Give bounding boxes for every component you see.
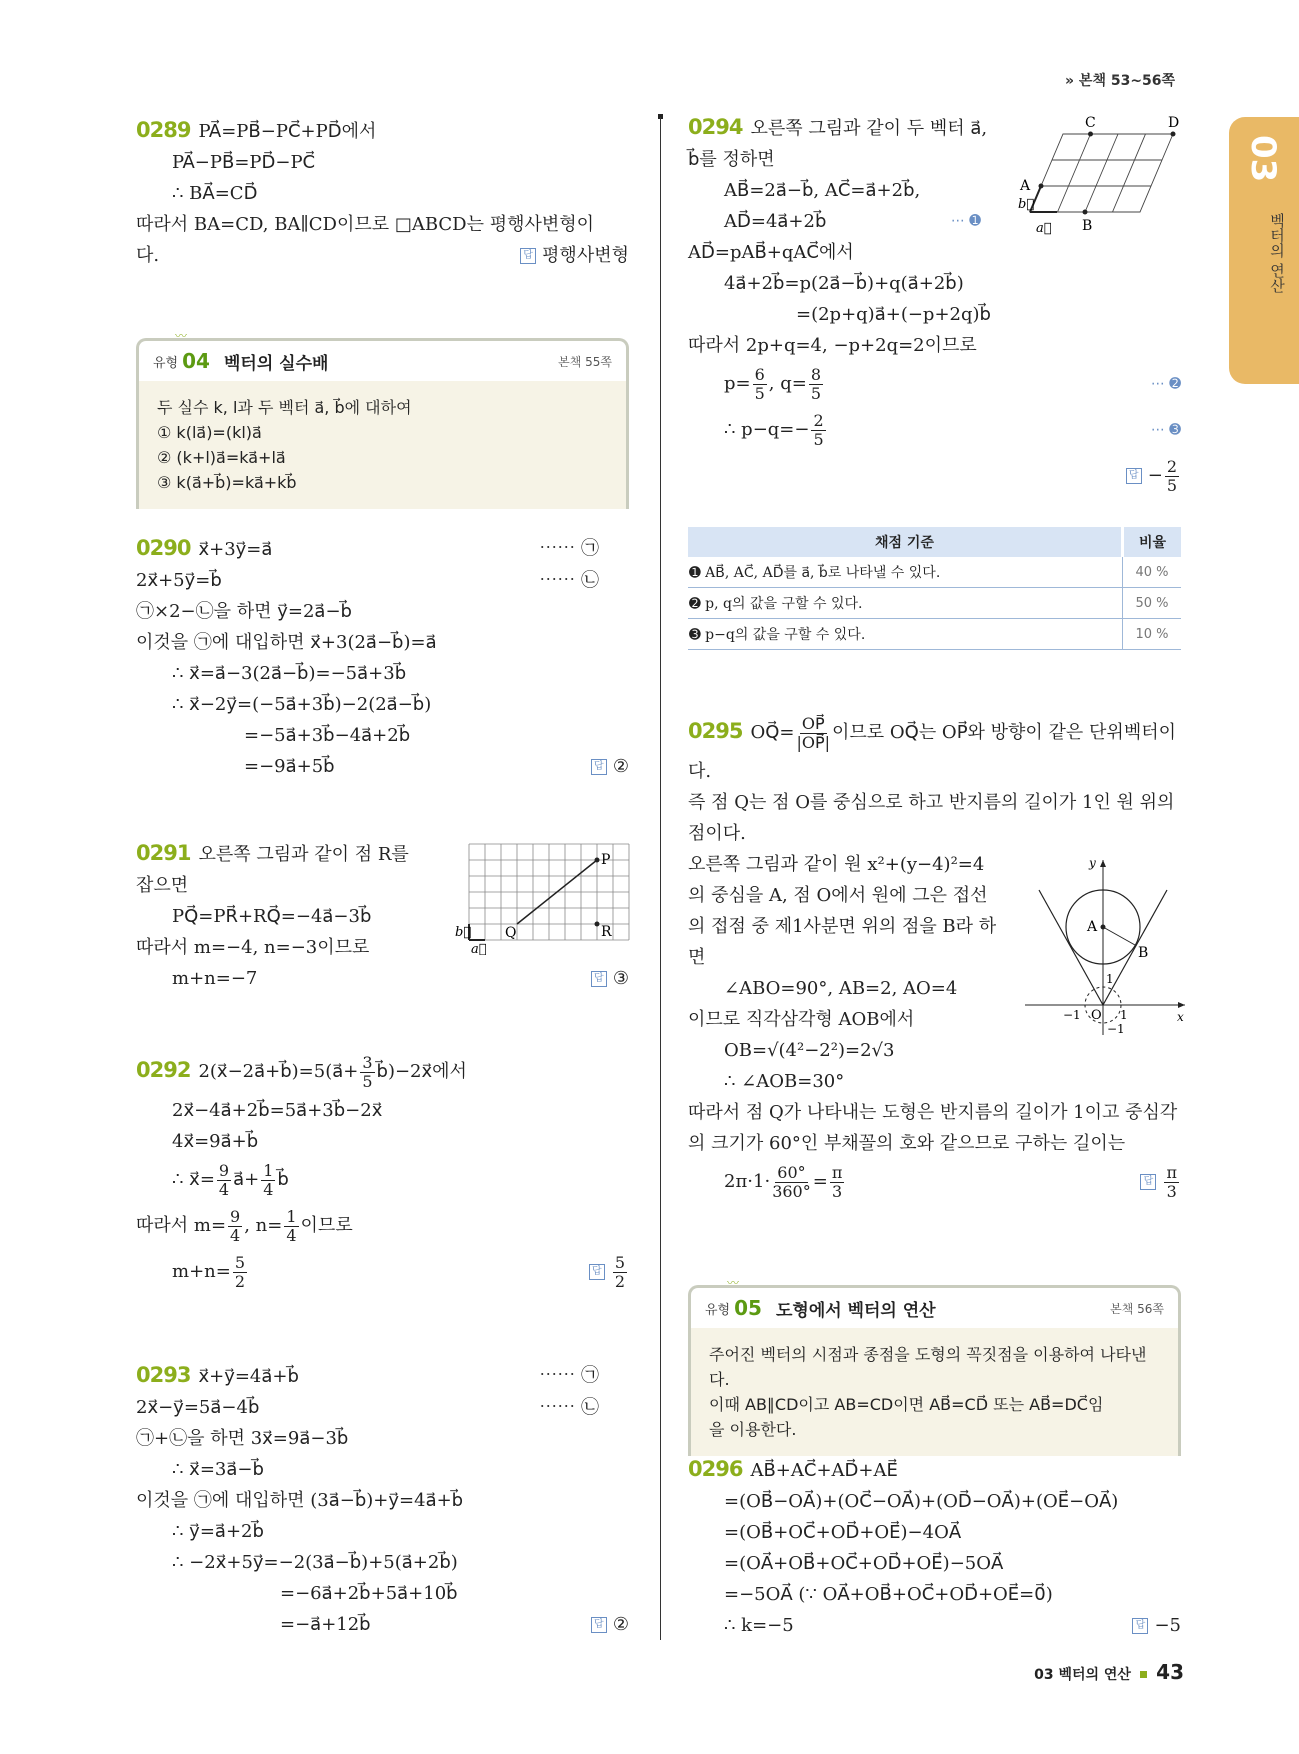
math-text: 이므로 xyxy=(300,1215,353,1236)
solution-line xyxy=(688,268,1181,299)
math-text: ∴ x⃗−2y⃗=(−5a⃗+3b⃗)−2(2a⃗−b⃗) xyxy=(172,694,432,715)
type-page-reference: 본책 55쪽 xyxy=(558,354,612,369)
equation-label: ⋯⋯ ㉡ xyxy=(539,570,599,591)
fraction xyxy=(809,366,823,403)
solution-line xyxy=(688,1517,1181,1548)
problem-number: 0290 xyxy=(136,536,191,560)
solution-line xyxy=(688,1097,1181,1128)
solution-line xyxy=(136,115,629,147)
answer xyxy=(591,1609,629,1640)
rate: 10 % xyxy=(1123,619,1182,650)
tick-minus1-y: −1 xyxy=(1107,1022,1125,1036)
math-text: =−9a⃗+5b⃗ xyxy=(244,756,335,777)
zigzag-decoration: 〰 xyxy=(175,329,188,343)
math-text: ∴ x⃗= xyxy=(172,1169,215,1190)
type-04-body xyxy=(139,381,626,509)
math-text: AB⃗+AC⃗+AD⃗+AE⃗ xyxy=(750,1460,898,1481)
denominator: 5 xyxy=(810,383,822,403)
solution-line xyxy=(688,361,1181,407)
math-text: AB⃗=2a⃗−b⃗, AC⃗=a⃗+2b⃗, xyxy=(724,180,921,201)
problem-number: 0293 xyxy=(136,1363,191,1387)
math-text: 다. xyxy=(688,761,712,782)
numerator: 6 xyxy=(754,364,765,384)
numerator: 3 xyxy=(362,1052,373,1072)
solution-line xyxy=(688,1486,1181,1517)
math-text: 따라서 BA=CD, BA∥CD이므로 □ABCD는 평행사변형이 xyxy=(136,214,595,235)
numerator: π xyxy=(831,1162,843,1182)
math-text: 4x⃗=9a⃗+b⃗ xyxy=(172,1131,259,1152)
type-05-box xyxy=(688,1276,1181,1456)
math-text: 의 접점 중 제1사분면 위의 점을 B라 하 xyxy=(688,916,997,937)
math-text: 의 크기가 60°인 부채꼴의 호와 같으므로 구하는 길이는 xyxy=(688,1133,1126,1154)
solution-line xyxy=(688,1548,1181,1579)
math-text: 점이다. xyxy=(688,823,746,844)
rate-header: 비율 xyxy=(1123,527,1182,557)
solution-line xyxy=(136,533,629,565)
math-text: 2x⃗−4a⃗+2b⃗=5a⃗+3b⃗−2x⃗ xyxy=(172,1100,383,1121)
box-line: ③ k(a⃗+b⃗)=ka⃗+kb⃗ xyxy=(157,473,297,492)
box-line: 두 실수 k, l과 두 벡터 a⃗, b⃗에 대하여 xyxy=(157,398,412,417)
grading-step-marker: ⋯ ➋ xyxy=(1150,376,1181,392)
figure-0294-parallelogram-grid xyxy=(1010,112,1190,252)
math-text: 오른쪽 그림과 같이 점 R를 xyxy=(198,844,409,865)
solution-line xyxy=(688,756,1181,787)
math-text: x⃗+y⃗=4a⃗+b⃗ xyxy=(198,1366,299,1387)
math-text: AD⃗=pAB⃗+qAC⃗에서 xyxy=(688,242,854,263)
rate: 50 % xyxy=(1123,588,1182,619)
numerator: 9 xyxy=(230,1206,241,1226)
grading-step-marker: ⋯ ➊ xyxy=(950,213,981,229)
numerator: 5 xyxy=(234,1252,246,1272)
solution-line xyxy=(688,1579,1181,1610)
answer-mark-icon: 답 xyxy=(1132,1618,1148,1634)
page-footer xyxy=(1020,1660,1184,1684)
box-line: 을 이용한다. xyxy=(709,1420,797,1439)
numerator: 9 xyxy=(218,1160,230,1180)
math-text: , q= xyxy=(768,373,807,394)
column-divider-line xyxy=(660,117,661,1640)
numerator: 5 xyxy=(614,1252,625,1272)
denominator: 4 xyxy=(230,1225,241,1245)
math-text: 오른쪽 그림과 같이 원 x²+(y−4)²=4 xyxy=(688,854,985,875)
solution-line xyxy=(136,1157,629,1203)
grading-header-row xyxy=(688,527,1181,557)
math-text: 평행사변형 xyxy=(542,245,629,266)
criterion: ➊ AB⃗, AC⃗, AD⃗를 a⃗, b⃗로 나타낼 수 있다. xyxy=(688,557,1123,588)
solution-line xyxy=(688,1454,1181,1486)
answer xyxy=(589,1249,629,1295)
problem-0293 xyxy=(136,1360,629,1640)
math-text: 따라서 2p+q=4, −p+2q=2이므로 xyxy=(688,335,977,356)
solution-line xyxy=(688,330,1181,361)
solution-line xyxy=(136,1485,629,1516)
solution-line xyxy=(136,658,629,689)
type-04-box xyxy=(136,329,629,509)
type-page-reference: 본책 56쪽 xyxy=(1110,1301,1164,1316)
fraction xyxy=(772,1164,811,1201)
denominator: 4 xyxy=(218,1179,230,1199)
type-label: 유형 xyxy=(153,355,179,371)
solution-line xyxy=(688,1159,1181,1205)
denominator: 4 xyxy=(263,1179,274,1199)
math-text: 잡으면 xyxy=(136,875,189,896)
denominator: 3 xyxy=(1166,1181,1177,1201)
solution-line xyxy=(136,1095,629,1126)
solution-line xyxy=(136,627,629,658)
solution-line xyxy=(136,1249,629,1295)
rate: 40 % xyxy=(1123,557,1182,588)
denominator: 5 xyxy=(362,1071,373,1091)
grading-step-marker: ⋯ ➌ xyxy=(1150,422,1181,438)
math-text: =−6a⃗+2b⃗+5a⃗+10b⃗ xyxy=(280,1583,458,1604)
figure-0291-grid xyxy=(455,840,635,955)
solution-line xyxy=(688,299,1181,330)
solution-line xyxy=(688,787,1181,818)
math-text: PA⃗−PB⃗=PD⃗−PC⃗ xyxy=(172,152,316,173)
label-a-point: A xyxy=(1020,178,1031,194)
math-text: , n= xyxy=(244,1215,283,1236)
math-text: OQ⃗= xyxy=(750,722,795,743)
numerator: 60° xyxy=(777,1162,806,1182)
box-line: ② (k+l)a⃗=ka⃗+la⃗ xyxy=(157,448,286,467)
math-text: =(OA⃗+OB⃗+OC⃗+OD⃗+OE⃗)−5OA⃗ xyxy=(724,1553,1004,1574)
solution-line xyxy=(136,1547,629,1578)
solution-line xyxy=(688,453,1181,499)
numerator: 2 xyxy=(813,410,824,430)
problem-number: 0291 xyxy=(136,841,191,865)
math-text: =−5a⃗+3b⃗−4a⃗+2b⃗ xyxy=(244,725,411,746)
answer xyxy=(520,240,629,271)
label-b-point: B xyxy=(1082,218,1093,234)
type-number: 05 xyxy=(734,1296,762,1320)
numerator: OP⃗ xyxy=(801,713,825,733)
chapter-side-tab xyxy=(1229,117,1299,384)
solution-line xyxy=(136,751,629,782)
figure-0295-circle-tangents xyxy=(1025,855,1190,1040)
label-p: P xyxy=(601,852,611,868)
math-text: 따라서 점 Q가 나타내는 도형은 반지름의 길이가 1이고 중심각 xyxy=(688,1102,1178,1123)
answer xyxy=(591,751,629,782)
label-a: a⃗ xyxy=(471,942,487,955)
tick-minus1-x: −1 xyxy=(1063,1008,1081,1022)
type-title: 벡터의 실수배 xyxy=(223,353,329,374)
math-text: 즉 점 Q는 점 O를 중심으로 하고 반지름의 길이가 1인 원 위의 xyxy=(688,792,1175,813)
solution-line xyxy=(136,720,629,751)
criterion: ➌ p−q의 값을 구할 수 있다. xyxy=(688,619,1123,650)
math-text: = xyxy=(812,1171,828,1192)
math-text: 따라서 m=−4, n=−3이므로 xyxy=(136,937,370,958)
math-text: ∴ x⃗=3a⃗−b⃗ xyxy=(172,1459,264,1480)
label-y: y xyxy=(1089,856,1096,870)
denominator: 3 xyxy=(831,1181,843,1201)
solution-line xyxy=(136,209,629,240)
solution-line xyxy=(136,1126,629,1157)
fraction xyxy=(753,366,767,403)
math-text: ∴ k=−5 xyxy=(724,1615,794,1636)
type-number: 04 xyxy=(182,349,210,373)
answer xyxy=(591,963,629,994)
solution-line xyxy=(688,1066,1181,1097)
problem-0292 xyxy=(136,1047,629,1295)
problem-number: 0295 xyxy=(688,719,743,743)
math-text: ∠ABO=90°, AB=2, AO=4 xyxy=(724,978,958,999)
type-05-body xyxy=(691,1328,1178,1456)
solution-line xyxy=(688,708,1181,756)
math-text: 이것을 ㉠에 대입하면 x⃗+3(2a⃗−b⃗)=a⃗ xyxy=(136,632,437,653)
math-text: ② xyxy=(612,1614,629,1635)
math-text: 2(x⃗−2a⃗+b⃗)=5(a⃗+ xyxy=(198,1061,359,1082)
solution-line xyxy=(688,818,1181,849)
solution-line xyxy=(136,1578,629,1609)
fraction xyxy=(1164,1164,1179,1201)
type-05-header xyxy=(691,1288,1178,1328)
math-text: PQ⃗=PR⃗+RQ⃗=−4a⃗−3b⃗ xyxy=(172,906,372,927)
math-text: =−5OA⃗ (∵ OA⃗+OB⃗+OC⃗+OD⃗+OE⃗=0⃗) xyxy=(724,1584,1053,1605)
equation-label: ⋯⋯ ㉡ xyxy=(539,1397,599,1418)
fraction xyxy=(217,1162,231,1199)
solution-line xyxy=(136,1047,629,1095)
chapter-title: 벡터의 연산 xyxy=(1268,213,1286,293)
label-d: D xyxy=(1168,115,1180,131)
answer-mark-icon: 답 xyxy=(1140,1174,1156,1190)
grading-table xyxy=(688,527,1181,650)
chapter-number: 03 xyxy=(1243,135,1283,183)
footer-square-icon xyxy=(1140,1671,1147,1678)
type-04-header xyxy=(139,341,626,381)
solution-line xyxy=(136,596,629,627)
solution-line xyxy=(688,1610,1181,1641)
math-text: ∴ x⃗=a⃗−3(2a⃗−b⃗)=−5a⃗+3b⃗ xyxy=(172,663,407,684)
denominator: 360° xyxy=(772,1181,811,1201)
math-text: =(2p+q)a⃗+(−p+2q)b⃗ xyxy=(796,304,991,325)
fraction xyxy=(613,1254,627,1291)
problem-number: 0294 xyxy=(688,115,743,139)
math-text: m+n= xyxy=(172,1261,231,1282)
denominator: 5 xyxy=(1166,475,1177,495)
denominator: |OP⃗| xyxy=(796,732,831,752)
solution-line xyxy=(688,1128,1181,1159)
math-text: 2x⃗−y⃗=5a⃗−4b⃗ xyxy=(136,1397,260,1418)
math-text: ㉠+㉡을 하면 3x⃗=9a⃗−3b⃗ xyxy=(136,1428,349,1449)
answer xyxy=(1140,1159,1181,1205)
math-text: 오른쪽 그림과 같이 두 벡터 a⃗, xyxy=(750,118,988,139)
solution-line xyxy=(136,1423,629,1454)
zigzag-decoration: 〰 xyxy=(727,1276,740,1290)
solution-line xyxy=(136,963,629,994)
math-text: ③ xyxy=(612,968,629,989)
answer-mark-icon: 답 xyxy=(591,1617,607,1633)
solution-line xyxy=(136,1609,629,1640)
math-text: PA⃗=PB⃗−PC⃗+PD⃗에서 xyxy=(198,121,377,142)
solution-line xyxy=(136,689,629,720)
label-b: B xyxy=(1138,945,1149,961)
label-q: Q xyxy=(505,925,517,941)
denominator: 5 xyxy=(813,429,824,449)
problem-0290 xyxy=(136,533,629,782)
math-text: 면 xyxy=(688,947,706,968)
denominator: 2 xyxy=(614,1271,625,1291)
criterion: ➋ p, q의 값을 구할 수 있다. xyxy=(688,588,1123,619)
answer-mark-icon: 답 xyxy=(591,971,607,987)
grading-row xyxy=(688,588,1181,619)
numerator: 2 xyxy=(1166,456,1177,476)
label-a: A xyxy=(1087,919,1098,935)
math-text: 다. xyxy=(136,245,160,266)
fraction xyxy=(233,1254,247,1291)
math-text: − xyxy=(1147,465,1163,486)
denominator: 4 xyxy=(286,1225,297,1245)
math-text: =−a⃗+12b⃗ xyxy=(280,1614,371,1635)
math-text: b⃗를 정하면 xyxy=(688,149,775,170)
math-text: ∴ ∠AOB=30° xyxy=(724,1071,845,1092)
solution-line xyxy=(136,1454,629,1485)
type-title: 도형에서 벡터의 연산 xyxy=(775,1300,936,1321)
equation-label: ⋯⋯ ㉠ xyxy=(539,538,599,559)
label-a-vector: a⃗ xyxy=(1036,221,1052,236)
fraction xyxy=(811,412,825,449)
math-text: b⃗)−2x⃗에서 xyxy=(376,1061,467,1082)
math-text: p= xyxy=(724,373,751,394)
math-text: a⃗+ xyxy=(233,1169,260,1190)
math-text: =(OB⃗+OC⃗+OD⃗+OE⃗)−4OA⃗ xyxy=(724,1522,962,1543)
math-text: 4a⃗+2b⃗=p(2a⃗−b⃗)+q(a⃗+2b⃗) xyxy=(724,273,964,294)
problem-number: 0289 xyxy=(136,118,191,142)
math-text: x⃗+3y⃗=a⃗ xyxy=(198,539,273,560)
solution-line xyxy=(688,407,1181,453)
tick-1-y: 1 xyxy=(1106,972,1114,986)
denominator: 2 xyxy=(234,1271,246,1291)
answer-mark-icon: 답 xyxy=(1126,468,1142,484)
math-text: ∴ y⃗=a⃗+2b⃗ xyxy=(172,1521,264,1542)
fraction xyxy=(796,715,830,752)
criterion-header: 채점 기준 xyxy=(688,527,1123,557)
math-text: 따라서 m= xyxy=(136,1215,227,1236)
fraction xyxy=(830,1164,845,1201)
math-text: ㉠×2−㉡을 하면 y⃗=2a⃗−b⃗ xyxy=(136,601,352,622)
box-line: ① k(la⃗)=(kl)a⃗ xyxy=(157,423,262,442)
math-text: OB=√(4²−2²)=2√3 xyxy=(724,1040,895,1061)
answer-mark-icon: 답 xyxy=(520,248,536,264)
numerator: π xyxy=(1166,1162,1177,1182)
label-o: O xyxy=(1091,1008,1102,1023)
fraction xyxy=(284,1208,298,1245)
label-r: R xyxy=(601,924,612,940)
math-text: AD⃗=4a⃗+2b⃗ xyxy=(724,211,827,232)
math-text: b⃗ xyxy=(277,1169,289,1190)
label-c: C xyxy=(1085,115,1096,131)
math-text: ∴ p−q=− xyxy=(724,419,810,440)
math-text: 이므로 직각삼각형 AOB에서 xyxy=(688,1009,915,1030)
fraction xyxy=(360,1054,374,1091)
numerator: 8 xyxy=(810,364,822,384)
footer-chapter: 03 벡터의 연산 xyxy=(1034,1667,1131,1683)
problem-0296 xyxy=(688,1454,1181,1641)
solution-line xyxy=(136,240,629,271)
answer-mark-icon: 답 xyxy=(591,759,607,775)
numerator: 1 xyxy=(263,1160,274,1180)
label-x: x xyxy=(1177,1010,1184,1024)
math-text: ∴ BA⃗=CD⃗ xyxy=(172,183,258,204)
solution-line xyxy=(136,1203,629,1249)
page-number: 43 xyxy=(1156,1660,1184,1684)
math-text: 이것을 ㉠에 대입하면 (3a⃗−b⃗)+y⃗=4a⃗+b⃗ xyxy=(136,1490,464,1511)
fraction xyxy=(228,1208,242,1245)
math-text: 의 중심을 A, 점 O에서 원에 그은 접선 xyxy=(688,885,988,906)
problem-number: 0292 xyxy=(136,1058,191,1082)
math-text: 2x⃗+5y⃗=b⃗ xyxy=(136,570,222,591)
box-line: 이때 AB∥CD이고 AB=CD이면 AB⃗=CD⃗ 또는 AB⃗=DC⃗임 xyxy=(709,1395,1104,1414)
tick-1-x: 1 xyxy=(1120,1008,1128,1022)
fraction xyxy=(1165,458,1179,495)
denominator: 5 xyxy=(754,383,765,403)
solution-line xyxy=(136,178,629,209)
solution-line xyxy=(136,1392,629,1423)
answer xyxy=(1126,453,1181,499)
grading-row xyxy=(688,619,1181,650)
box-line: 주어진 벡터의 시점과 종점을 도형의 꼭짓점을 이용하여 나타낸다. xyxy=(709,1345,1147,1389)
math-text: =(OB⃗−OA⃗)+(OC⃗−OA⃗)+(OD⃗−OA⃗)+(OE⃗−OA⃗) xyxy=(724,1491,1119,1512)
problem-0289 xyxy=(136,115,629,271)
math-text: ∴ −2x⃗+5y⃗=−2(3a⃗−b⃗)+5(a⃗+2b⃗) xyxy=(172,1552,458,1573)
solution-line xyxy=(136,565,629,596)
math-text: 2π·1· xyxy=(724,1171,771,1192)
label-b: b⃗ xyxy=(455,925,472,940)
type-label: 유형 xyxy=(705,1302,731,1318)
math-text: m+n=−7 xyxy=(172,968,258,989)
answer xyxy=(1132,1610,1181,1641)
equation-label: ⋯⋯ ㉠ xyxy=(539,1365,599,1386)
label-b-vector: b⃗ xyxy=(1018,197,1035,212)
solution-line xyxy=(136,1516,629,1547)
numerator: 1 xyxy=(286,1206,297,1226)
problem-number: 0296 xyxy=(688,1457,743,1481)
math-text: ② xyxy=(612,756,629,777)
solution-line xyxy=(136,1360,629,1392)
math-text: 이므로 OQ⃗는 OP⃗와 방향이 같은 단위벡터이 xyxy=(832,722,1176,743)
solution-line xyxy=(136,147,629,178)
fraction xyxy=(261,1162,275,1199)
textbook-page-reference: » 본책 53~56쪽 xyxy=(1065,73,1176,89)
answer-mark-icon: 답 xyxy=(589,1264,605,1280)
math-text: −5 xyxy=(1154,1615,1181,1636)
grading-row xyxy=(688,557,1181,588)
